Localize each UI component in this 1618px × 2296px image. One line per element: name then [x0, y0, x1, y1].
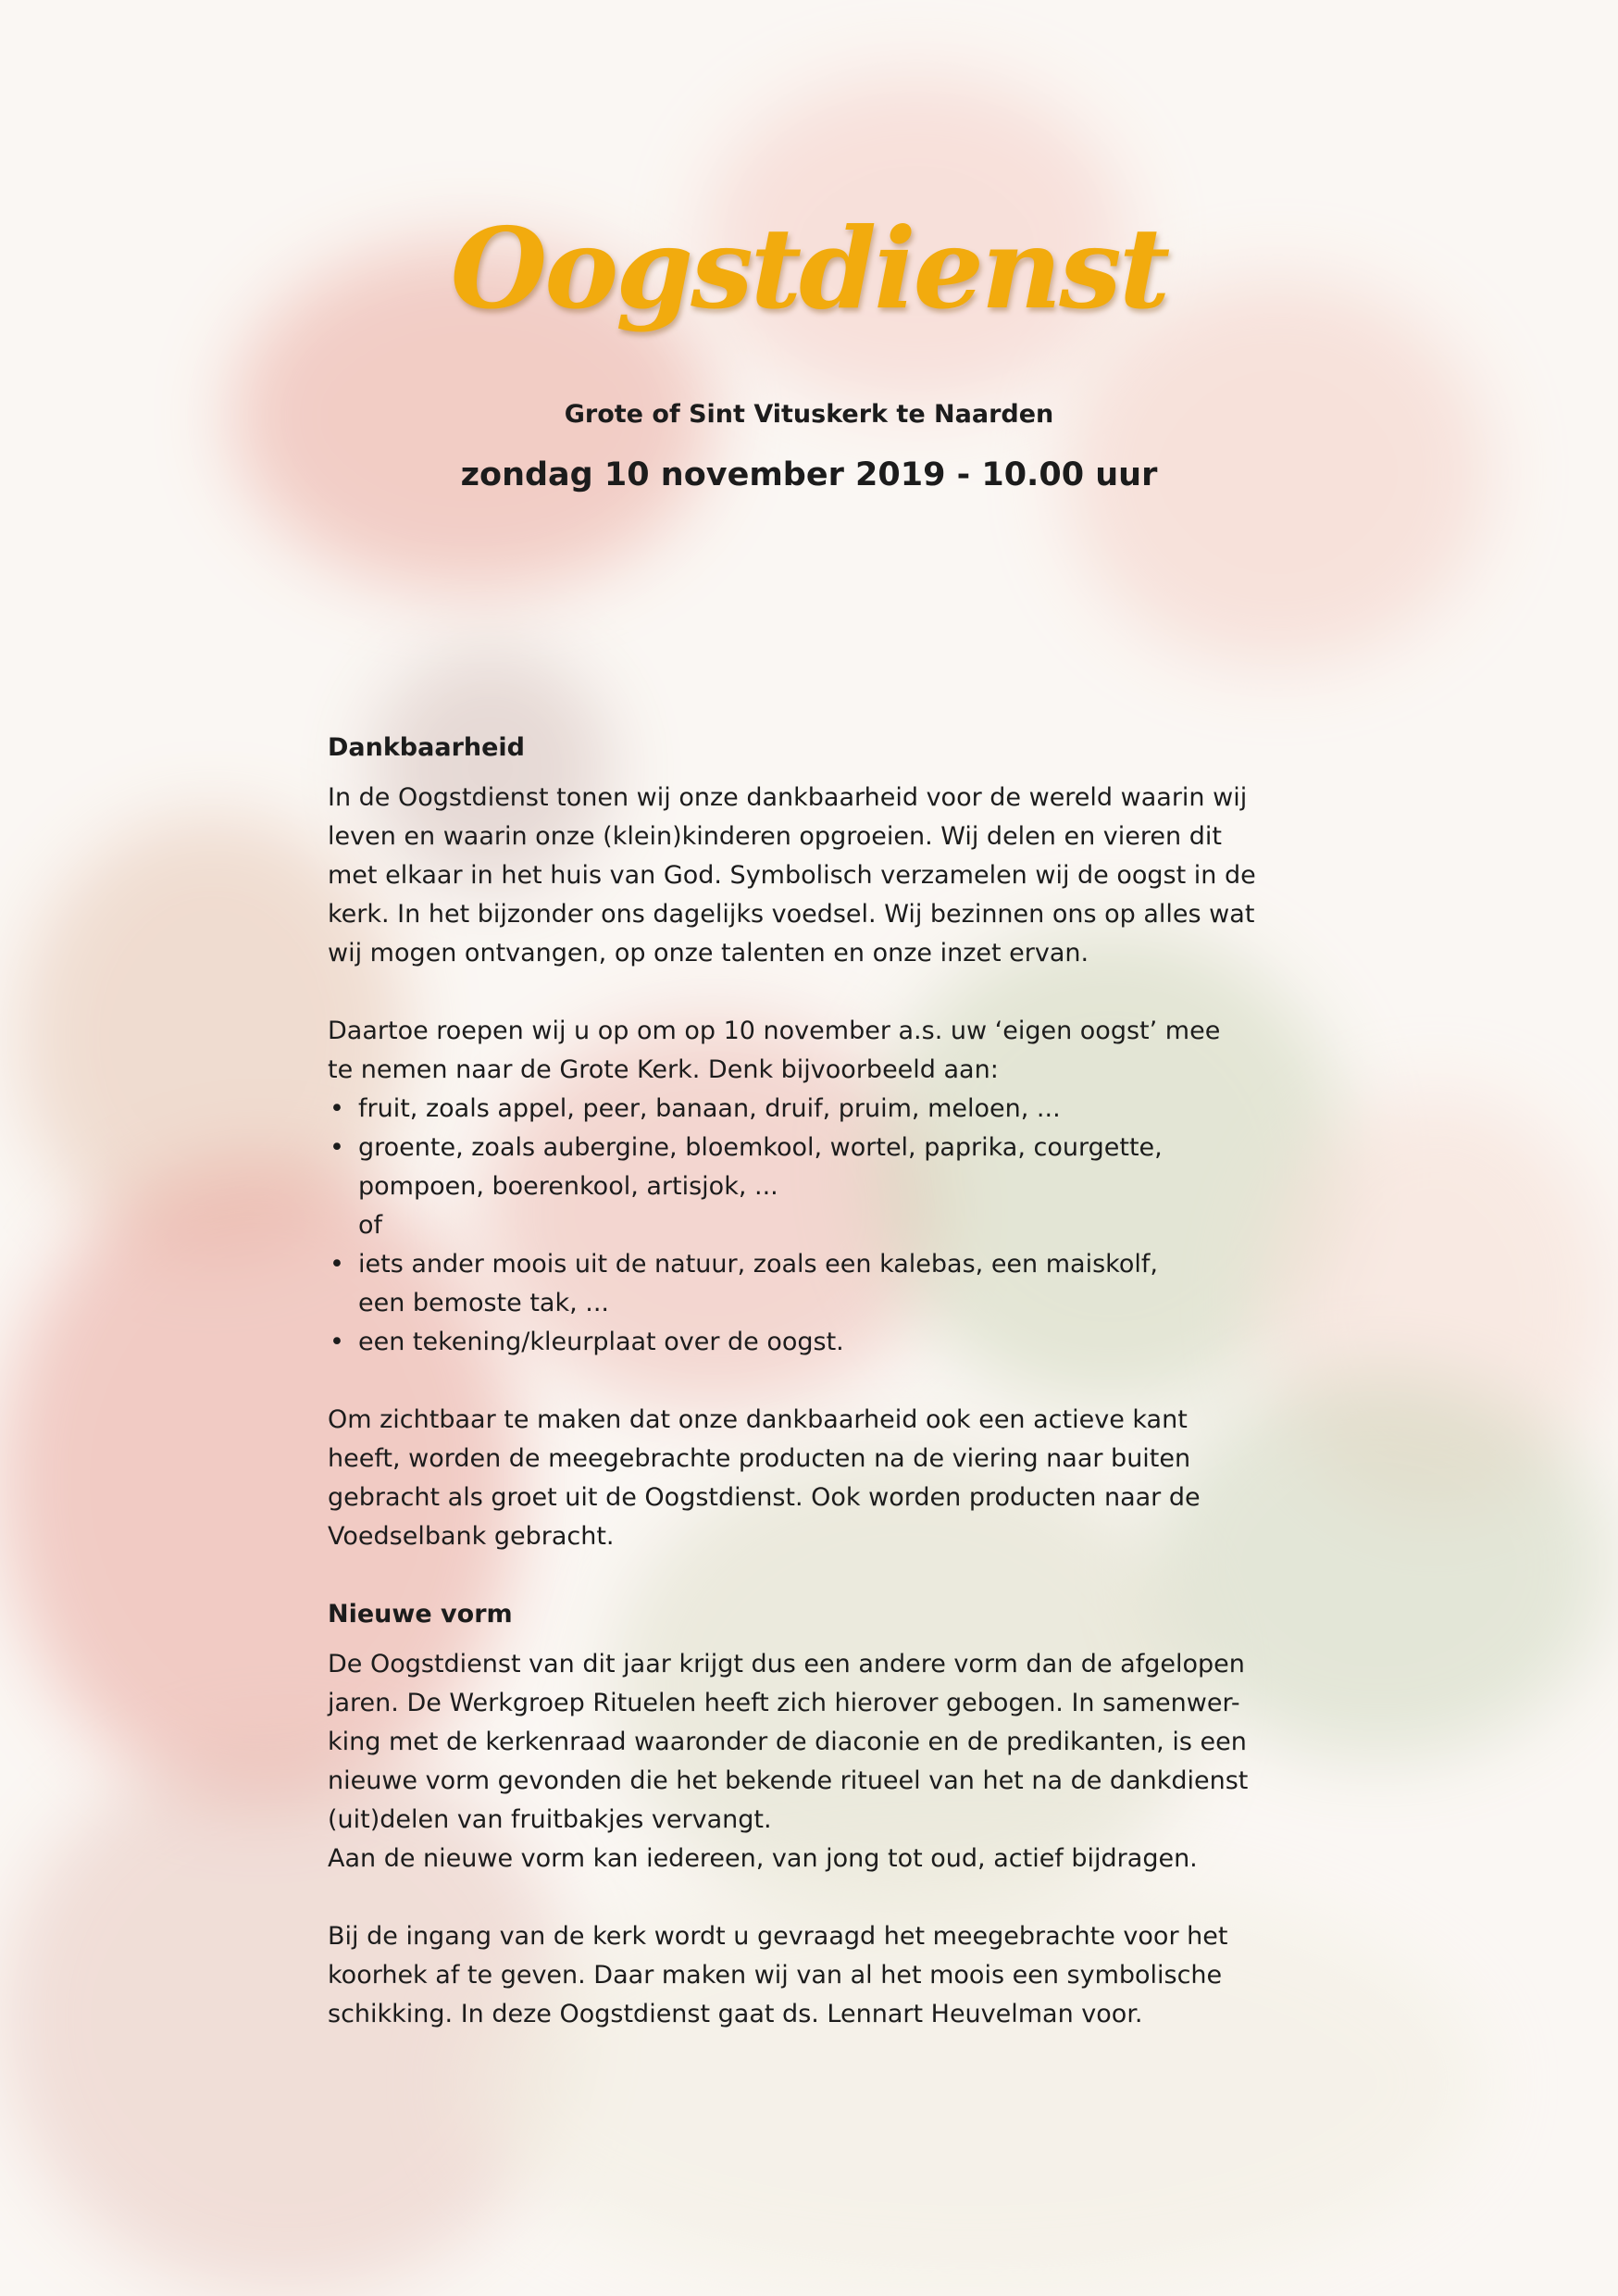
text-line: king met de kerkenraad waaronder de diaconie en de predikanten, is een	[328, 1728, 1247, 1756]
paragraph	[328, 779, 1290, 973]
section-heading-nieuwe-vorm: Nieuwe vorm	[328, 1600, 513, 1628]
text-line: gebracht als groet uit de Oogstdienst. Ook worden producten naar de	[328, 1483, 1201, 1512]
list-item: • fruit, zoals appel, peer, banaan, druif, pruim, meloen, ...	[328, 1090, 1290, 1129]
paragraph	[328, 1917, 1290, 2034]
list-or: of	[358, 1211, 383, 1240]
harvest-list	[328, 1090, 1290, 1362]
text-line: Daartoe roepen wij u op om op 10 november a.s. uw ‘eigen oogst’ mee	[328, 1017, 1221, 1045]
body-content	[328, 729, 1290, 2073]
text-line: De Oogstdienst van dit jaar krijgt dus een andere vorm dan de afgelopen	[328, 1650, 1245, 1678]
text-line: Bij de ingang van de kerk wordt u gevraagd het meegebrachte voor het	[328, 1922, 1228, 1951]
text-line: heeft, worden de meegebrachte producten na de viering naar buiten	[328, 1444, 1191, 1473]
church-subtitle: Grote of Sint Vituskerk te Naarden	[564, 400, 1054, 429]
text-line: wij mogen ontvangen, op onze talenten en onze inzet ervan.	[328, 939, 1089, 967]
text-line: schikking. In deze Oogstdienst gaat ds. Lennart Heuvelman voor.	[328, 2000, 1143, 2028]
text-line: kerk. In het bijzonder ons dagelijks voedsel. Wij bezinnen ons op alles wat	[328, 900, 1255, 929]
text-line: In de Oogstdienst tonen wij onze dankbaarheid voor de wereld waarin wij	[328, 783, 1248, 812]
text-line: (uit)delen van fruitbakjes vervangt.	[328, 1805, 772, 1834]
paragraph	[328, 1012, 1290, 1090]
list-item: • een tekening/kleurplaat over de oogst.	[328, 1323, 1290, 1362]
paragraph	[328, 1645, 1290, 1878]
service-datetime: zondag 10 november 2019 - 10.00 uur	[460, 456, 1158, 493]
text-line: nieuwe vorm gevonden die het bekende ritueel van het na de dankdienst	[328, 1766, 1249, 1795]
text-line: Om zichtbaar te maken dat onze dankbaarheid ook een actieve kant	[328, 1405, 1188, 1434]
list-item: • groente, zoals aubergine, bloemkool, wortel, paprika, courgette, pompoen, boerenkool, artisjok, ...	[328, 1129, 1290, 1206]
section-heading-dankbaarheid: Dankbaarheid	[328, 733, 526, 762]
list-item: • iets ander moois uit de natuur, zoals een kalebas, een maiskolf, een bemoste tak, ...	[328, 1245, 1290, 1323]
text-line: te nemen naar de Grote Kerk. Denk bijvoorbeeld aan:	[328, 1055, 999, 1084]
paragraph	[328, 1401, 1290, 1556]
text-line: Aan de nieuwe vorm kan iedereen, van jong tot oud, actief bijdragen.	[328, 1844, 1198, 1873]
text-line: koorhek af te geven. Daar maken wij van al het moois een symbolische	[328, 1961, 1223, 1990]
text-line: met elkaar in het huis van God. Symbolisch verzamelen wij de oogst in de	[328, 861, 1256, 890]
text-line: leven en waarin onze (klein)kinderen opgroeien. Wij delen en vieren dit	[328, 822, 1222, 851]
text-line: jaren. De Werkgroep Rituelen heeft zich hierover gebogen. In samenwer-	[328, 1689, 1240, 1717]
text-line: Voedselbank gebracht.	[328, 1522, 615, 1551]
page-title: Oogstdienst	[450, 204, 1168, 334]
